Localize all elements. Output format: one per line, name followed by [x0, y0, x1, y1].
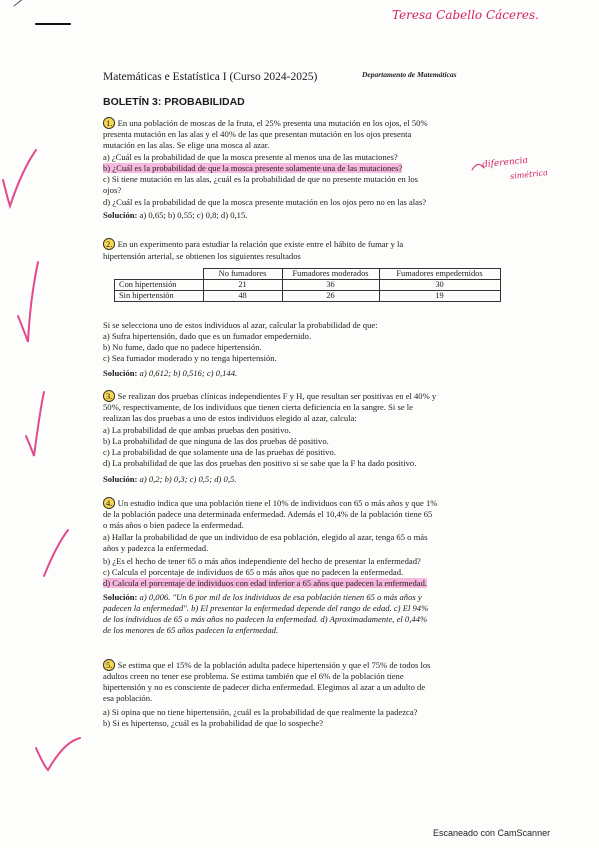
problem-3-solution: Solución: a) 0,2; b) 0,3; c) 0,5; d) 0,5. — [103, 474, 237, 484]
table-cell: Con hipertensión — [115, 280, 204, 291]
check-mark-icon — [18, 262, 38, 342]
problem-number: 4. — [103, 497, 115, 509]
problem-3-line: realizan las dos pruebas a uno de estos individuos elegido al azar, calcula: — [103, 413, 357, 423]
problem-number: 2. — [103, 238, 115, 250]
problem-number: 3. — [103, 390, 115, 402]
scanner-watermark: Escaneado con CamScanner — [433, 828, 551, 838]
problem-4-d — [103, 578, 427, 589]
check-mark-icon — [26, 392, 44, 456]
table-header: No fumadores — [203, 269, 282, 280]
problem-4-solution: de los individuos de 65 o más años no padecen la enfermedad. d) Aproximadamente, el 0,44% — [103, 614, 428, 624]
problem-3-d: d) La probabilidad de que las dos pruebas den positivo si se sabe que la F ha dado positivo. — [103, 458, 417, 468]
problem-4-c: c) Calcula el porcentaje de individuos de 65 o más años que no padecen la enfermedad. — [103, 567, 404, 577]
problem-5-line: adultos creen no tener ese problema. Se estima también que el 6% de la población tiene — [103, 671, 404, 681]
data-table — [114, 268, 501, 302]
check-mark-icon — [36, 738, 80, 770]
problem-4-line: 4. Un estudio indica que una población tiene el 10% de individuos con 65 o más años y que 1% — [103, 498, 493, 509]
problem-4-a: años y padezca la enfermedad. — [103, 543, 209, 553]
problem-1-d: d) ¿Cuál es la probabilidad de que la mosca presente mutación en los ojos pero no en las alas? — [103, 197, 427, 207]
table-cell: 21 — [203, 280, 282, 291]
problem-1-b — [103, 163, 402, 174]
table-row — [115, 269, 501, 280]
table-cell: Sin hipertensión — [115, 291, 204, 302]
problem-number: 1. — [103, 117, 115, 129]
handwritten-annotation: diferencia — [481, 155, 529, 171]
table-row — [115, 280, 501, 291]
problem-number: 5. — [103, 659, 115, 671]
problem-2-c: c) Sea fumador moderado y no tenga hipertensión. — [103, 353, 277, 363]
problem-2-line: hipertensión arterial, se obtienen los siguientes resultados — [103, 251, 301, 261]
problem-2-a: a) Sufra hipertensión, dado que es un fumador empedernido. — [103, 331, 312, 341]
problem-2-intro: Si se selecciona uno de estos individuos al azar, calcular la probabilidad de que: — [103, 320, 378, 330]
problem-3-line: 50%, respectivamente, de los individuos que tienen cierta deficiencia en la sangre. Si se le — [103, 402, 413, 412]
table-cell: 19 — [379, 291, 500, 302]
highlight: b) ¿Cuál es la probabilidad de que la mosca presente solamente una de las mutaciones? — [103, 163, 403, 173]
department: Departamento de Matemáticas — [362, 70, 457, 79]
table-cell: 36 — [282, 280, 379, 291]
problem-4-line: de la población padece una determinada enfermedad. Además el 10,4% de la población tiene 65 — [103, 509, 433, 519]
check-mark-icon — [44, 530, 68, 576]
table-header: Fumadores empedernidos — [379, 269, 500, 280]
problem-1-line: mutación en las alas. Se elige una mosca al azar. — [103, 140, 270, 150]
check-mark-icon — [3, 150, 36, 206]
problem-5-line: hipertensión y no es consciente de padecer dicha enfermedad. Elegimos al azar a un adulto de — [103, 682, 426, 692]
boletin-title: BOLETÍN 3: PROBABILIDAD — [103, 96, 245, 108]
problem-1-c: c) Si tiene mutación en las alas, ¿cuál es la probabilidad de que no presente mutación en los — [103, 174, 418, 184]
table-cell: 48 — [203, 291, 282, 302]
problem-4-solution: de los menores de 65 años padecen la enfermedad. — [103, 625, 279, 635]
problem-2-b: b) No fume, dado que no padece hipertensión. — [103, 342, 262, 352]
problem-5-line: esa población. — [103, 693, 153, 703]
problem-4-solution: Solución: a) 0,006. "Un 6 por mil de los individuos de esa población tienen 65 o más años y — [103, 592, 422, 602]
table-cell: 26 — [282, 291, 379, 302]
table-cell: 30 — [379, 280, 500, 291]
problem-1-c: ojos? — [103, 185, 122, 195]
problem-2-solution: Solución: a) 0,612; b) 0,516; c) 0,144. — [103, 368, 238, 378]
problem-2-line: 2. En un experimento para estudiar la relación que existe entre el hábito de fumar y la — [103, 239, 493, 250]
problem-4-line: o más años o bien padece la enfermedad. — [103, 520, 244, 530]
problem-1-line: 1. En una población de moscas de la fruta, el 25% presenta una mutación en los ojos, el 50% — [103, 118, 493, 129]
problem-1-a: a) ¿Cuál es la probabilidad de que la mosca presente al menos una de las mutaciones? — [103, 152, 398, 162]
scan-mark — [14, 0, 24, 6]
handwritten-annotation: simétrica — [509, 168, 549, 181]
problem-3-a: a) La probabilidad de que ambas pruebas den positivo. — [103, 425, 291, 435]
problem-3-line: 3. Se realizan dos pruebas clínicas independientes F y H, que resultan ser positivas en el 40% y — [103, 391, 493, 402]
problem-3-c: c) La probabilidad de que solamente una de las pruebas dé positivo. — [103, 447, 336, 457]
table-header: Fumadores moderados — [282, 269, 379, 280]
handwritten-name: Teresa Cabello Cáceres. — [392, 8, 539, 22]
table-row — [115, 291, 501, 302]
problem-5-b: b) Si es hipertenso, ¿cuál es la probabilidad de que lo sospeche? — [103, 718, 324, 728]
highlight: d) Calcula el porcentaje de individuos con edad inferior a 65 años que padecen la enfermedad. — [103, 578, 428, 588]
problem-5-line: 5. Se estima que el 15% de la población adulta padece hipertensión y que el 75% de todos los — [103, 660, 493, 671]
problem-5-a: a) Si opina que no tiene hipertensión, ¿cuál es la probabilidad de que realmente la padezca? — [103, 707, 418, 717]
problem-1-solution: Solución: a) 0,65; b) 0,55; c) 0,8; d) 0,15. — [103, 210, 248, 220]
problem-4-b: b) ¿Es el hecho de tener 65 o más años independiente del hecho de presentar la enfermedad? — [103, 556, 421, 566]
problem-4-solution: padecen la enfermedad". b) El presentar la enfermedad depende del rango de edad. c) El 94% — [103, 603, 429, 613]
problem-4-a: a) Hallar la probabilidad de que un individuo de esa población, elegido al azar, tenga 65 o más — [103, 532, 428, 542]
problem-3-b: b) La probabilidad de que ninguna de las dos pruebas dé positivo. — [103, 436, 329, 446]
course-title: Matemáticas e Estatística I (Curso 2024-2025) — [103, 71, 318, 83]
problem-1-line: presenta mutación en las alas y el 40% de las que presentan mutación en los ojos presenta — [103, 129, 412, 139]
